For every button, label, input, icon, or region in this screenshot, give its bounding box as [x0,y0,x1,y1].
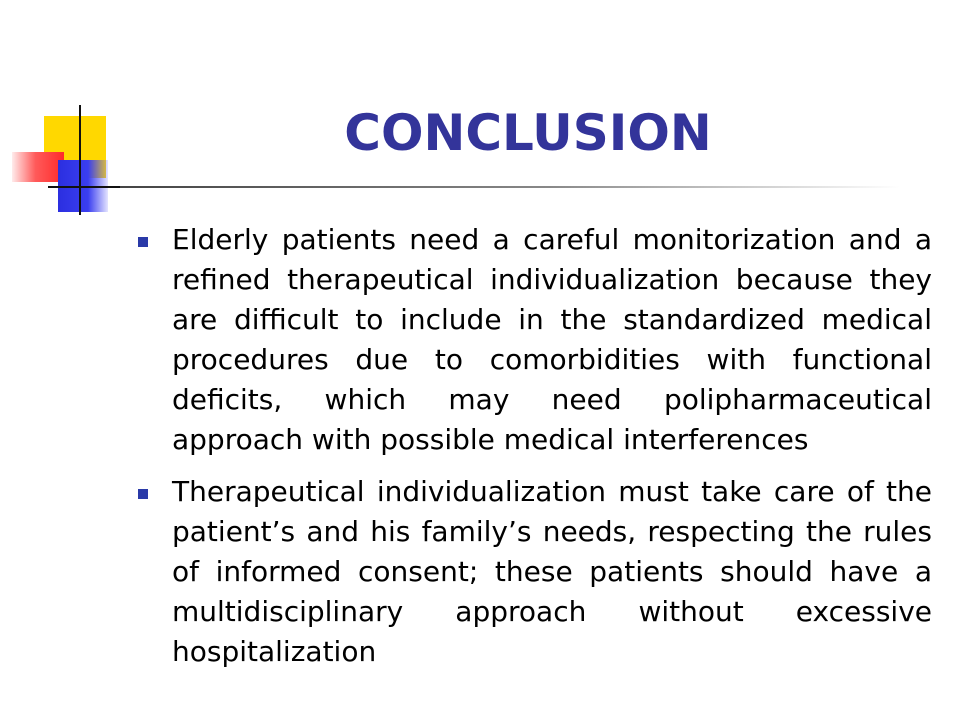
square-bullet-icon [138,237,148,247]
title-divider [120,186,900,188]
square-bullet-icon [138,489,148,499]
bullet-item [132,220,932,460]
bullet-text: Therapeutical individualization must take care of the patient’s and his family’s needs, respecting the rules of informed consent; these patients should have a multidisciplinary approach without excessive hospitalization [172,475,932,668]
bullet-list [132,220,932,684]
slide-title: CONCLUSION [344,104,712,162]
bullet-item [132,472,932,672]
bullet-text: Elderly patients need a careful monitorization and a refined therapeutical individualization because they are difficult to include in the standardized medical procedures due to comorbidities with functional deficits, which may need polipharmaceutical approach with possible medical interferences [172,223,932,456]
